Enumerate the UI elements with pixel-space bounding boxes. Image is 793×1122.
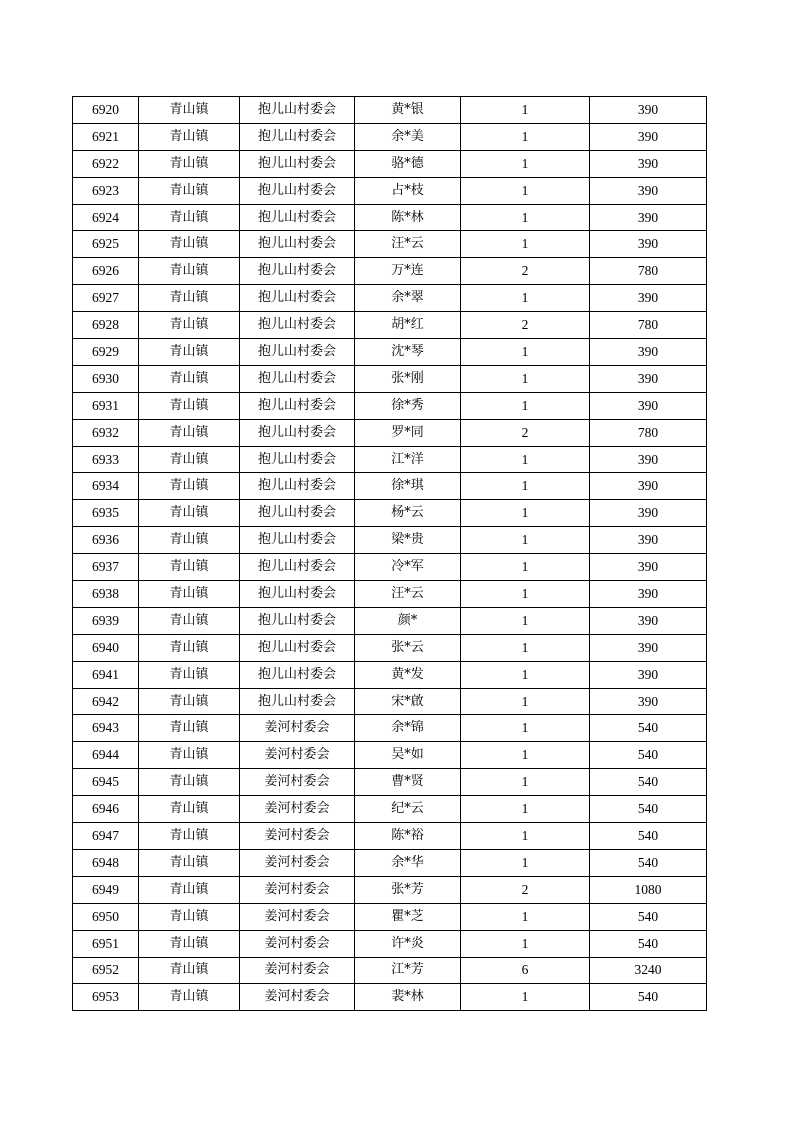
serial-number-cell: 6945 <box>73 769 139 796</box>
serial-number-cell: 6947 <box>73 823 139 850</box>
table-row <box>73 554 707 581</box>
town-cell: 青山镇 <box>139 339 240 366</box>
town-cell: 青山镇 <box>139 285 240 312</box>
table-row <box>73 742 707 769</box>
serial-number-cell: 6922 <box>73 150 139 177</box>
table-row <box>73 123 707 150</box>
village-committee-cell: 姜河村委会 <box>240 903 355 930</box>
table-row <box>73 258 707 285</box>
town-cell: 青山镇 <box>139 823 240 850</box>
table-row <box>73 446 707 473</box>
table-row <box>73 285 707 312</box>
table-row <box>73 903 707 930</box>
person-name-cell: 曹*贤 <box>355 769 461 796</box>
table-row <box>73 365 707 392</box>
person-name-cell: 吴*如 <box>355 742 461 769</box>
serial-number-cell: 6941 <box>73 661 139 688</box>
table-row <box>73 769 707 796</box>
serial-number-cell: 6951 <box>73 930 139 957</box>
amount-cell: 390 <box>590 607 707 634</box>
serial-number-cell: 6938 <box>73 581 139 608</box>
household-count-cell: 1 <box>461 285 590 312</box>
household-count-cell: 2 <box>461 312 590 339</box>
amount-cell: 390 <box>590 581 707 608</box>
town-cell: 青山镇 <box>139 419 240 446</box>
village-committee-cell: 抱儿山村委会 <box>240 312 355 339</box>
person-name-cell: 杨*云 <box>355 500 461 527</box>
person-name-cell: 徐*秀 <box>355 392 461 419</box>
roster-table <box>72 96 707 1011</box>
serial-number-cell: 6950 <box>73 903 139 930</box>
village-committee-cell: 抱儿山村委会 <box>240 607 355 634</box>
serial-number-cell: 6940 <box>73 634 139 661</box>
town-cell: 青山镇 <box>139 150 240 177</box>
amount-cell: 3240 <box>590 957 707 984</box>
village-committee-cell: 抱儿山村委会 <box>240 177 355 204</box>
household-count-cell: 2 <box>461 876 590 903</box>
town-cell: 青山镇 <box>139 661 240 688</box>
table-row <box>73 150 707 177</box>
table-row <box>73 581 707 608</box>
amount-cell: 540 <box>590 930 707 957</box>
amount-cell: 390 <box>590 554 707 581</box>
town-cell: 青山镇 <box>139 258 240 285</box>
village-committee-cell: 抱儿山村委会 <box>240 527 355 554</box>
table-row <box>73 930 707 957</box>
person-name-cell: 占*枝 <box>355 177 461 204</box>
person-name-cell: 余*美 <box>355 123 461 150</box>
village-committee-cell: 姜河村委会 <box>240 984 355 1011</box>
household-count-cell: 1 <box>461 339 590 366</box>
serial-number-cell: 6923 <box>73 177 139 204</box>
person-name-cell: 陈*林 <box>355 204 461 231</box>
household-count-cell: 1 <box>461 554 590 581</box>
person-name-cell: 宋*啟 <box>355 688 461 715</box>
household-count-cell: 1 <box>461 97 590 124</box>
village-committee-cell: 姜河村委会 <box>240 742 355 769</box>
amount-cell: 390 <box>590 446 707 473</box>
person-name-cell: 罗*同 <box>355 419 461 446</box>
household-count-cell: 6 <box>461 957 590 984</box>
town-cell: 青山镇 <box>139 581 240 608</box>
serial-number-cell: 6929 <box>73 339 139 366</box>
amount-cell: 390 <box>590 473 707 500</box>
amount-cell: 780 <box>590 419 707 446</box>
village-committee-cell: 抱儿山村委会 <box>240 204 355 231</box>
amount-cell: 390 <box>590 204 707 231</box>
amount-cell: 540 <box>590 903 707 930</box>
village-committee-cell: 抱儿山村委会 <box>240 473 355 500</box>
town-cell: 青山镇 <box>139 527 240 554</box>
village-committee-cell: 姜河村委会 <box>240 769 355 796</box>
table-row <box>73 984 707 1011</box>
amount-cell: 540 <box>590 984 707 1011</box>
amount-cell: 540 <box>590 742 707 769</box>
town-cell: 青山镇 <box>139 97 240 124</box>
person-name-cell: 颜* <box>355 607 461 634</box>
table-row <box>73 876 707 903</box>
household-count-cell: 1 <box>461 849 590 876</box>
village-committee-cell: 姜河村委会 <box>240 796 355 823</box>
village-committee-cell: 抱儿山村委会 <box>240 688 355 715</box>
document-page <box>72 96 706 1011</box>
table-row <box>73 796 707 823</box>
serial-number-cell: 6952 <box>73 957 139 984</box>
household-count-cell: 1 <box>461 823 590 850</box>
table-row <box>73 419 707 446</box>
household-count-cell: 1 <box>461 634 590 661</box>
town-cell: 青山镇 <box>139 607 240 634</box>
town-cell: 青山镇 <box>139 500 240 527</box>
serial-number-cell: 6933 <box>73 446 139 473</box>
amount-cell: 390 <box>590 661 707 688</box>
household-count-cell: 1 <box>461 177 590 204</box>
person-name-cell: 黄*银 <box>355 97 461 124</box>
town-cell: 青山镇 <box>139 177 240 204</box>
serial-number-cell: 6927 <box>73 285 139 312</box>
amount-cell: 780 <box>590 258 707 285</box>
household-count-cell: 1 <box>461 231 590 258</box>
serial-number-cell: 6939 <box>73 607 139 634</box>
serial-number-cell: 6932 <box>73 419 139 446</box>
village-committee-cell: 抱儿山村委会 <box>240 500 355 527</box>
village-committee-cell: 姜河村委会 <box>240 930 355 957</box>
household-count-cell: 1 <box>461 715 590 742</box>
amount-cell: 390 <box>590 634 707 661</box>
village-committee-cell: 抱儿山村委会 <box>240 97 355 124</box>
amount-cell: 390 <box>590 365 707 392</box>
town-cell: 青山镇 <box>139 742 240 769</box>
town-cell: 青山镇 <box>139 554 240 581</box>
town-cell: 青山镇 <box>139 930 240 957</box>
serial-number-cell: 6942 <box>73 688 139 715</box>
person-name-cell: 余*翠 <box>355 285 461 312</box>
serial-number-cell: 6934 <box>73 473 139 500</box>
household-count-cell: 1 <box>461 446 590 473</box>
amount-cell: 540 <box>590 769 707 796</box>
person-name-cell: 骆*德 <box>355 150 461 177</box>
serial-number-cell: 6935 <box>73 500 139 527</box>
table-row <box>73 823 707 850</box>
person-name-cell: 徐*琪 <box>355 473 461 500</box>
household-count-cell: 2 <box>461 258 590 285</box>
village-committee-cell: 抱儿山村委会 <box>240 150 355 177</box>
household-count-cell: 1 <box>461 661 590 688</box>
village-committee-cell: 抱儿山村委会 <box>240 554 355 581</box>
person-name-cell: 黄*发 <box>355 661 461 688</box>
household-count-cell: 1 <box>461 688 590 715</box>
amount-cell: 390 <box>590 285 707 312</box>
household-count-cell: 1 <box>461 769 590 796</box>
town-cell: 青山镇 <box>139 957 240 984</box>
table-row <box>73 339 707 366</box>
amount-cell: 390 <box>590 527 707 554</box>
table-row <box>73 312 707 339</box>
amount-cell: 390 <box>590 392 707 419</box>
table-row <box>73 500 707 527</box>
town-cell: 青山镇 <box>139 204 240 231</box>
serial-number-cell: 6936 <box>73 527 139 554</box>
town-cell: 青山镇 <box>139 876 240 903</box>
amount-cell: 390 <box>590 150 707 177</box>
town-cell: 青山镇 <box>139 123 240 150</box>
amount-cell: 540 <box>590 715 707 742</box>
serial-number-cell: 6944 <box>73 742 139 769</box>
village-committee-cell: 姜河村委会 <box>240 849 355 876</box>
person-name-cell: 裴*林 <box>355 984 461 1011</box>
town-cell: 青山镇 <box>139 849 240 876</box>
person-name-cell: 余*锦 <box>355 715 461 742</box>
person-name-cell: 胡*红 <box>355 312 461 339</box>
amount-cell: 390 <box>590 688 707 715</box>
amount-cell: 390 <box>590 231 707 258</box>
table-row <box>73 849 707 876</box>
table-row <box>73 473 707 500</box>
village-committee-cell: 姜河村委会 <box>240 715 355 742</box>
person-name-cell: 陈*裕 <box>355 823 461 850</box>
table-row <box>73 715 707 742</box>
serial-number-cell: 6925 <box>73 231 139 258</box>
serial-number-cell: 6948 <box>73 849 139 876</box>
village-committee-cell: 姜河村委会 <box>240 876 355 903</box>
household-count-cell: 1 <box>461 500 590 527</box>
person-name-cell: 江*洋 <box>355 446 461 473</box>
person-name-cell: 纪*云 <box>355 796 461 823</box>
village-committee-cell: 抱儿山村委会 <box>240 365 355 392</box>
village-committee-cell: 抱儿山村委会 <box>240 285 355 312</box>
amount-cell: 390 <box>590 500 707 527</box>
serial-number-cell: 6953 <box>73 984 139 1011</box>
household-count-cell: 1 <box>461 742 590 769</box>
town-cell: 青山镇 <box>139 365 240 392</box>
amount-cell: 390 <box>590 339 707 366</box>
household-count-cell: 1 <box>461 365 590 392</box>
household-count-cell: 1 <box>461 150 590 177</box>
town-cell: 青山镇 <box>139 473 240 500</box>
serial-number-cell: 6920 <box>73 97 139 124</box>
table-row <box>73 634 707 661</box>
serial-number-cell: 6926 <box>73 258 139 285</box>
serial-number-cell: 6949 <box>73 876 139 903</box>
table-row <box>73 177 707 204</box>
table-row <box>73 527 707 554</box>
table-row <box>73 957 707 984</box>
person-name-cell: 张*云 <box>355 634 461 661</box>
household-count-cell: 1 <box>461 392 590 419</box>
person-name-cell: 余*华 <box>355 849 461 876</box>
person-name-cell: 许*炎 <box>355 930 461 957</box>
serial-number-cell: 6930 <box>73 365 139 392</box>
household-count-cell: 1 <box>461 984 590 1011</box>
person-name-cell: 江*芳 <box>355 957 461 984</box>
person-name-cell: 汪*云 <box>355 581 461 608</box>
amount-cell: 540 <box>590 796 707 823</box>
person-name-cell: 冷*军 <box>355 554 461 581</box>
household-count-cell: 1 <box>461 903 590 930</box>
person-name-cell: 梁*贵 <box>355 527 461 554</box>
table-row <box>73 607 707 634</box>
serial-number-cell: 6946 <box>73 796 139 823</box>
village-committee-cell: 抱儿山村委会 <box>240 581 355 608</box>
village-committee-cell: 姜河村委会 <box>240 823 355 850</box>
table-row <box>73 661 707 688</box>
serial-number-cell: 6937 <box>73 554 139 581</box>
household-count-cell: 1 <box>461 204 590 231</box>
household-count-cell: 1 <box>461 123 590 150</box>
town-cell: 青山镇 <box>139 984 240 1011</box>
village-committee-cell: 抱儿山村委会 <box>240 339 355 366</box>
town-cell: 青山镇 <box>139 769 240 796</box>
person-name-cell: 瞿*芝 <box>355 903 461 930</box>
amount-cell: 390 <box>590 97 707 124</box>
person-name-cell: 沈*琴 <box>355 339 461 366</box>
person-name-cell: 张*刚 <box>355 365 461 392</box>
roster-table-body <box>73 97 707 1011</box>
household-count-cell: 1 <box>461 527 590 554</box>
table-row <box>73 97 707 124</box>
household-count-cell: 1 <box>461 581 590 608</box>
household-count-cell: 1 <box>461 796 590 823</box>
town-cell: 青山镇 <box>139 688 240 715</box>
amount-cell: 540 <box>590 823 707 850</box>
person-name-cell: 张*芳 <box>355 876 461 903</box>
serial-number-cell: 6943 <box>73 715 139 742</box>
table-row <box>73 688 707 715</box>
serial-number-cell: 6924 <box>73 204 139 231</box>
serial-number-cell: 6928 <box>73 312 139 339</box>
amount-cell: 780 <box>590 312 707 339</box>
village-committee-cell: 抱儿山村委会 <box>240 392 355 419</box>
town-cell: 青山镇 <box>139 903 240 930</box>
village-committee-cell: 抱儿山村委会 <box>240 446 355 473</box>
town-cell: 青山镇 <box>139 312 240 339</box>
village-committee-cell: 抱儿山村委会 <box>240 231 355 258</box>
town-cell: 青山镇 <box>139 715 240 742</box>
village-committee-cell: 抱儿山村委会 <box>240 258 355 285</box>
village-committee-cell: 抱儿山村委会 <box>240 661 355 688</box>
village-committee-cell: 抱儿山村委会 <box>240 123 355 150</box>
village-committee-cell: 抱儿山村委会 <box>240 419 355 446</box>
town-cell: 青山镇 <box>139 446 240 473</box>
person-name-cell: 万*连 <box>355 258 461 285</box>
table-row <box>73 204 707 231</box>
table-row <box>73 392 707 419</box>
serial-number-cell: 6931 <box>73 392 139 419</box>
village-committee-cell: 姜河村委会 <box>240 957 355 984</box>
table-row <box>73 231 707 258</box>
household-count-cell: 1 <box>461 607 590 634</box>
amount-cell: 540 <box>590 849 707 876</box>
household-count-cell: 1 <box>461 473 590 500</box>
serial-number-cell: 6921 <box>73 123 139 150</box>
town-cell: 青山镇 <box>139 392 240 419</box>
household-count-cell: 2 <box>461 419 590 446</box>
household-count-cell: 1 <box>461 930 590 957</box>
person-name-cell: 汪*云 <box>355 231 461 258</box>
amount-cell: 390 <box>590 123 707 150</box>
town-cell: 青山镇 <box>139 231 240 258</box>
amount-cell: 390 <box>590 177 707 204</box>
town-cell: 青山镇 <box>139 634 240 661</box>
village-committee-cell: 抱儿山村委会 <box>240 634 355 661</box>
amount-cell: 1080 <box>590 876 707 903</box>
town-cell: 青山镇 <box>139 796 240 823</box>
